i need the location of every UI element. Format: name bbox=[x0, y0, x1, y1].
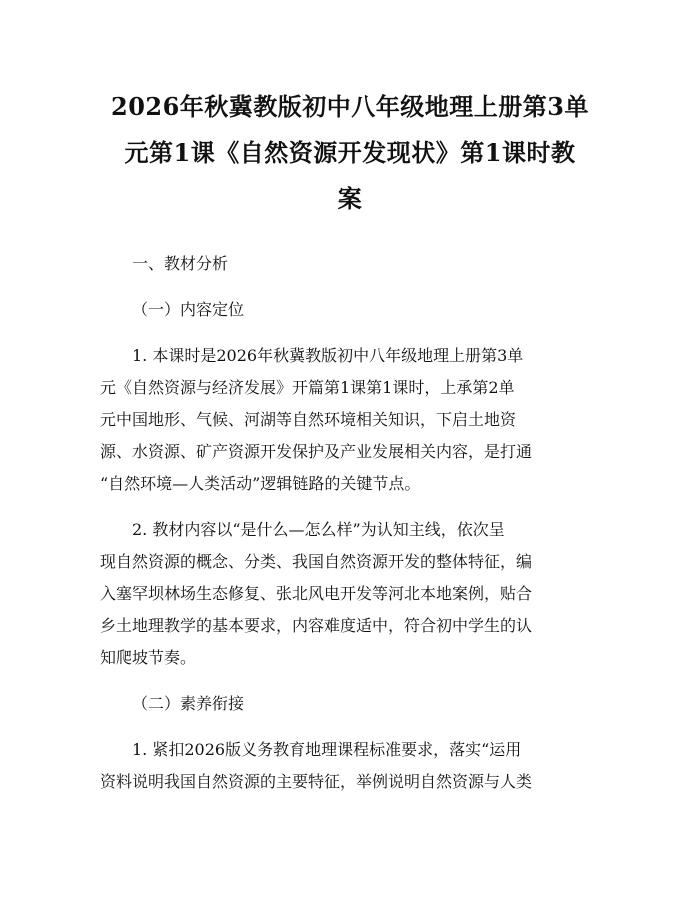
paragraph-line: 乡土地理教学的基本要求，内容难度适中，符合初中学生的认 bbox=[100, 616, 533, 635]
paragraph-1 bbox=[100, 340, 600, 500]
title-line: 2026年秋冀教版初中八年级地理上册第3单 bbox=[111, 92, 589, 121]
subsection-heading-literacy-connection: （二）素养衔接 bbox=[132, 694, 245, 713]
paragraph-line: 1. 本课时是2026年秋冀教版初中八年级地理上册第3单 bbox=[132, 346, 524, 365]
title-line: 案 bbox=[337, 184, 363, 213]
paragraph-2 bbox=[100, 514, 600, 674]
paragraph-line: 知爬坡节奏。 bbox=[100, 648, 197, 667]
paragraph-line: 2. 教材内容以“是什么—怎么样”为认知主线，依次呈 bbox=[132, 520, 505, 539]
document-title bbox=[100, 84, 600, 222]
paragraph-3 bbox=[100, 734, 600, 798]
paragraph-line: 元《自然资源与经济发展》开篇第1课第1课时，上承第2单 bbox=[100, 378, 515, 397]
paragraph-line: 元中国地形、气候、河湖等自然环境相关知识，下启土地资 bbox=[100, 410, 517, 429]
paragraph-line: 源、水资源、矿产资源开发保护及产业发展相关内容，是打通 bbox=[100, 442, 533, 461]
paragraph-line: 1. 紧扣2026版义务教育地理课程标准要求，落实“运用 bbox=[132, 740, 522, 759]
paragraph-line: 资料说明我国自然资源的主要特征，举例说明自然资源与人类 bbox=[100, 772, 533, 791]
title-line: 元第1课《自然资源开发现状》第1课时教 bbox=[124, 138, 576, 167]
paragraph-line: 入塞罕坝林场生态修复、张北风电开发等河北本地案例，贴合 bbox=[100, 584, 533, 603]
subsection-heading-content-positioning: （一）内容定位 bbox=[132, 300, 245, 319]
paragraph-line: “自然环境—人类活动”逻辑链路的关键节点。 bbox=[100, 474, 421, 493]
section-heading-textbook-analysis: 一、教材分析 bbox=[132, 254, 229, 273]
paragraph-line: 现自然资源的概念、分类、我国自然资源开发的整体特征，编 bbox=[100, 552, 533, 571]
